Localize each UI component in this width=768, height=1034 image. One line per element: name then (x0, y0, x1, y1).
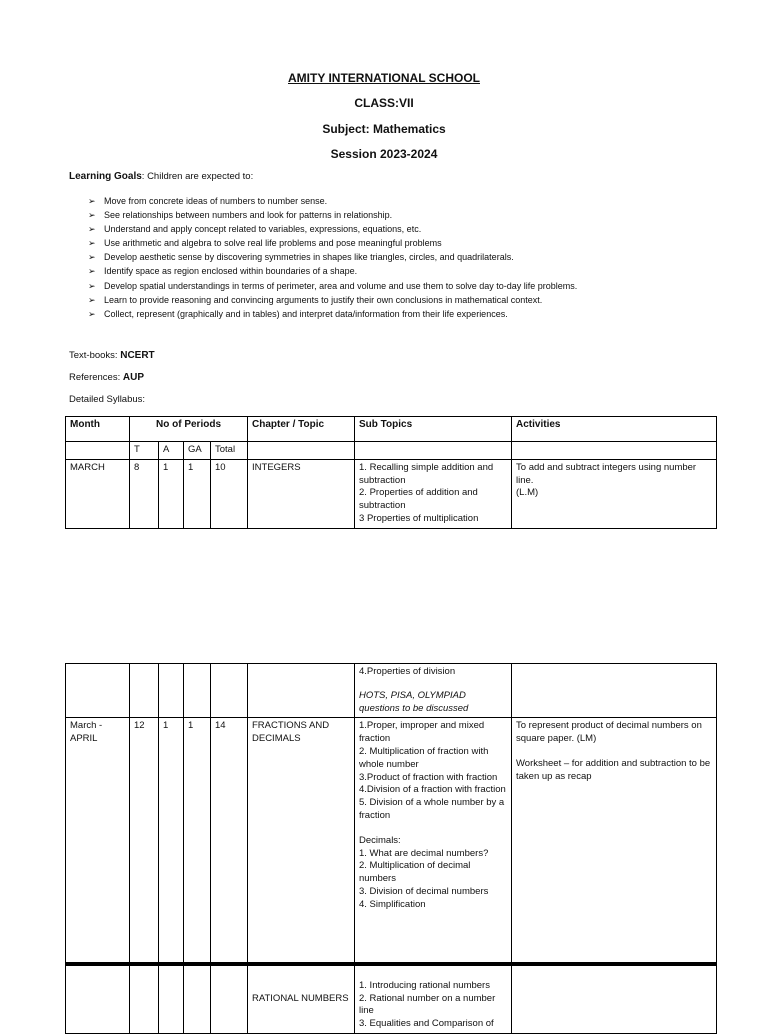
arrow-bullet-icon: ➢ (88, 224, 96, 235)
goal-item: ➢ Move from concrete ideas of numbers to number sense. (88, 194, 577, 208)
a-cell: 1 (159, 718, 184, 964)
ga-cell: 1 (184, 459, 211, 528)
school-name: AMITY INTERNATIONAL SCHOOL (288, 71, 480, 85)
table-row (66, 964, 717, 1034)
total-cell: 14 (211, 718, 248, 964)
goal-item: ➢ Collect, represent (graphically and in tables) and interpret data/information from their life experiences. (88, 307, 577, 321)
goal-item: ➢ Develop aesthetic sense by discovering symmetries in shapes like triangles, circles, and quadrilaterals. (88, 250, 577, 264)
a-header: A (159, 442, 184, 460)
activities-header: Activities (512, 417, 717, 442)
month-cell: March - APRIL (66, 718, 130, 964)
activities-cell: To represent product of decimal numbers on square paper. (LM) Worksheet – for addition and subtraction to be taken up as recap (512, 718, 717, 964)
references-line: References: AUP (69, 372, 144, 383)
learning-goals-heading (69, 171, 253, 182)
t-cell: 12 (130, 718, 159, 964)
chapter-header: Chapter / Topic (248, 417, 355, 442)
goal-item: ➢ Use arithmetic and algebra to solve real life problems and pose meaningful problems (88, 236, 577, 250)
learning-goals-label: Learning Goals (69, 171, 142, 182)
arrow-bullet-icon: ➢ (88, 308, 96, 319)
arrow-bullet-icon: ➢ (88, 280, 96, 291)
goal-item: ➢ Understand and apply concept related to variables, expressions, equations, etc. (88, 222, 577, 236)
month-cell: MARCH (66, 459, 130, 528)
goal-item: ➢ Develop spatial understandings in terms of perimeter, area and volume and use them to solve day to-day life problems. (88, 279, 577, 293)
periods-header: No of Periods (130, 417, 248, 442)
syllabus-table-part2 (65, 663, 717, 1034)
learning-goals-intro: : Children are expected to: (141, 171, 254, 182)
ga-header: GA (184, 442, 211, 460)
subtopics-cell: 4.Properties of division HOTS, PISA, OLYMPIAD questions to be discussed (355, 664, 512, 718)
table-row (66, 664, 717, 718)
chapter-cell: FRACTIONS AND DECIMALS (248, 718, 355, 964)
subject-title: Subject: Mathematics (322, 122, 446, 136)
ga-cell: 1 (184, 718, 211, 964)
goal-item: ➢ Learn to provide reasoning and convincing arguments to justify their own conclusions in mathematical context. (88, 293, 577, 307)
arrow-bullet-icon: ➢ (88, 266, 96, 277)
goal-item: ➢ See relationships between numbers and look for patterns in relationship. (88, 208, 577, 222)
table-row (66, 459, 717, 528)
subtopics-header: Sub Topics (355, 417, 512, 442)
t-cell: 8 (130, 459, 159, 528)
subtopics-cell: 1. Introducing rational numbers 2. Rational number on a number line 3. Equalities and Comparison of (355, 964, 512, 1034)
table-row (66, 718, 717, 964)
chapter-cell: RATIONAL NUMBERS (248, 964, 355, 1034)
subtopics-cell: 1. Recalling simple addition and subtraction 2. Properties of addition and subtraction 3 Properties of multiplication (355, 459, 512, 528)
arrow-bullet-icon: ➢ (88, 196, 96, 206)
textbooks-line: Text-books: NCERT (69, 350, 155, 361)
subtopics-cell: 1.Proper, improper and mixed fraction 2. Multiplication of fraction with whole number 3.Product of fraction with fraction 4.Division of a fraction with fraction 5. Division of a whole number by a fraction Decimals: 1. What are decimal numbers? 2. Multiplication of decimal numbers 3. Division of decimal numbers 4. Simplification (355, 718, 512, 964)
syllabus-label: Detailed Syllabus: (69, 394, 146, 405)
total-cell: 10 (211, 459, 248, 528)
arrow-bullet-icon: ➢ (88, 238, 96, 249)
activities-cell: To add and subtract integers using number line. (L.M) (512, 459, 717, 528)
chapter-cell: INTEGERS (248, 459, 355, 528)
hots-note: HOTS, PISA, OLYMPIAD questions to be discussed (359, 689, 469, 714)
t-header: T (130, 442, 159, 460)
syllabus-table-part1 (65, 416, 717, 529)
month-header: Month (66, 417, 130, 442)
arrow-bullet-icon: ➢ (88, 252, 96, 263)
total-header: Total (211, 442, 248, 460)
class-title: CLASS:VII (354, 96, 414, 110)
arrow-bullet-icon: ➢ (88, 294, 96, 305)
arrow-bullet-icon: ➢ (88, 210, 96, 221)
session-title: Session 2023-2024 (330, 147, 438, 161)
a-cell: 1 (159, 459, 184, 528)
learning-goals-list (88, 194, 577, 321)
goal-item: ➢ Identify space as region enclosed within boundaries of a shape. (88, 264, 577, 278)
